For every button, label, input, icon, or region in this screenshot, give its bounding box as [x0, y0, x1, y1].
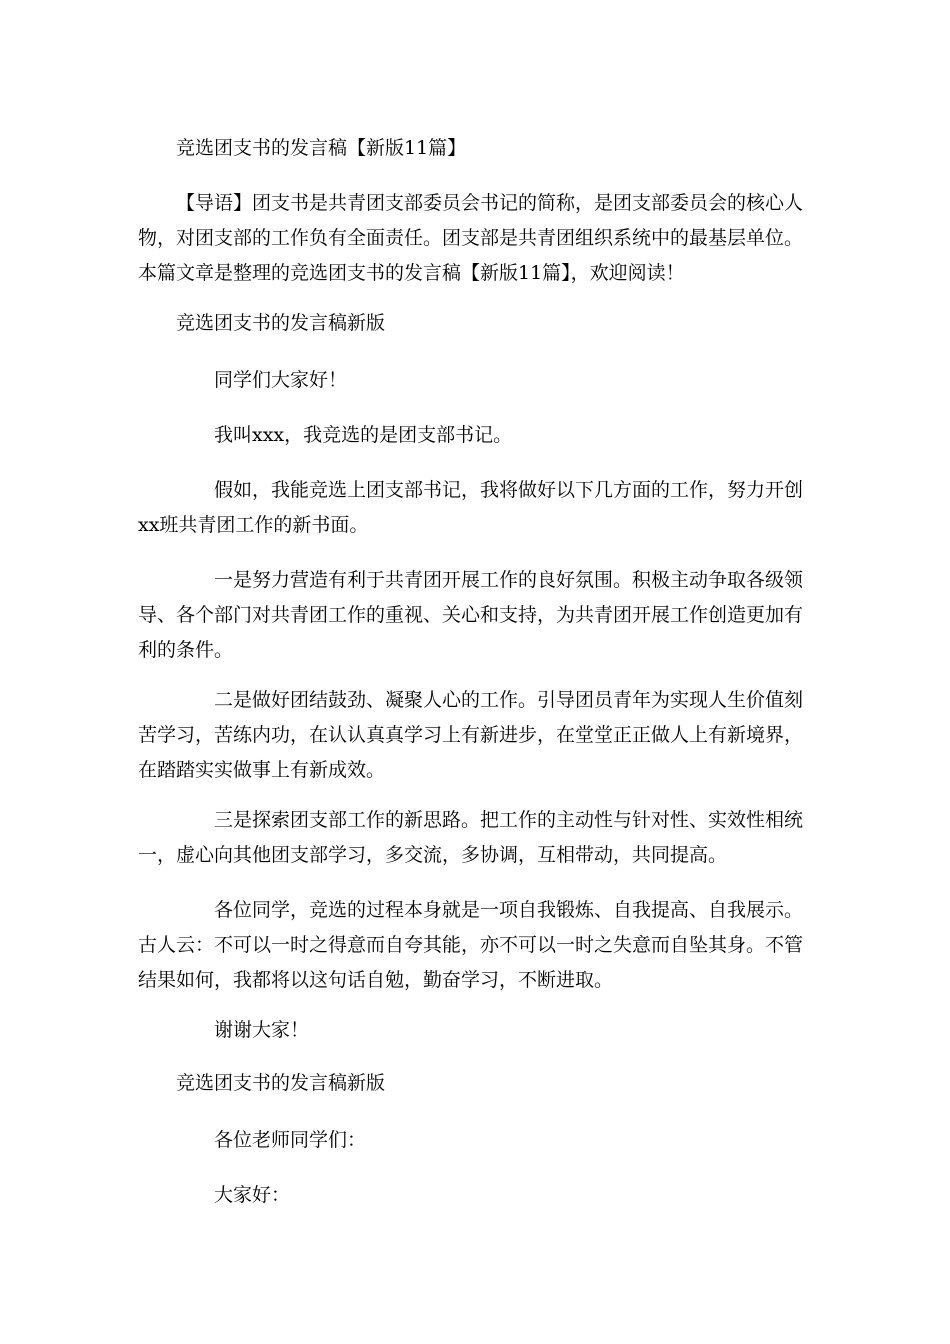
thanks-paragraph: 谢谢大家！: [214, 1019, 310, 1041]
section-heading-1: 竞选团支书的发言稿新版: [176, 312, 386, 334]
closing-paragraph: 各位同学，竞选的过程本身就是一项自我锻炼、自我提高、自我展示。古人云：不可以一时之得意而自夸其能，亦不可以一时之失意而自坠其身。不管结果如何，我都将以这句话自勉，勤奋学习，不断进取。: [138, 899, 804, 991]
point-two-paragraph: 二是做好团结鼓劲、凝聚人心的工作。引导团员青年为实现人生价值刻苦学习，苦练内功，在认认真真学习上有新进步，在堂堂正正做人上有新境界，在踏踏实实做事上有新成效。: [138, 689, 804, 781]
greeting-teachers-paragraph: 各位老师同学们：: [214, 1129, 367, 1151]
pledge-paragraph: 假如，我能竞选上团支部书记，我将做好以下几方面的工作，努力开创xx班共青团工作的新书面。: [138, 479, 804, 536]
section-heading-2: 竞选团支书的发言稿新版: [176, 1072, 386, 1094]
intro-paragraph: 【导语】团支书是共青团支部委员会书记的简称，是团支部委员会的核心人物，对团支部的工作负有全面责任。团支部是共青团组织系统中的最基层单位。本篇文章是整理的竞选团支书的发言稿【新版11篇】，欢迎阅读！: [138, 192, 804, 284]
point-one-paragraph: 一是努力营造有利于共青团开展工作的良好氛围。积极主动争取各级领导、各个部门对共青团工作的重视、关心和支持，为共青团开展工作创造更加有利的条件。: [138, 569, 804, 661]
greeting-everyone-paragraph: 大家好：: [214, 1184, 291, 1206]
greeting-paragraph: 同学们大家好！: [214, 369, 348, 391]
point-three-paragraph: 三是探索团支部工作的新思路。把工作的主动性与针对性、实效性相统一，虚心向其他团支部学习，多交流，多协调，互相带动，共同提高。: [138, 809, 804, 866]
name-paragraph: 我叫xxx，我竞选的是团支部书记。: [214, 424, 513, 446]
document-title: 竞选团支书的发言稿【新版11篇】: [176, 137, 467, 159]
